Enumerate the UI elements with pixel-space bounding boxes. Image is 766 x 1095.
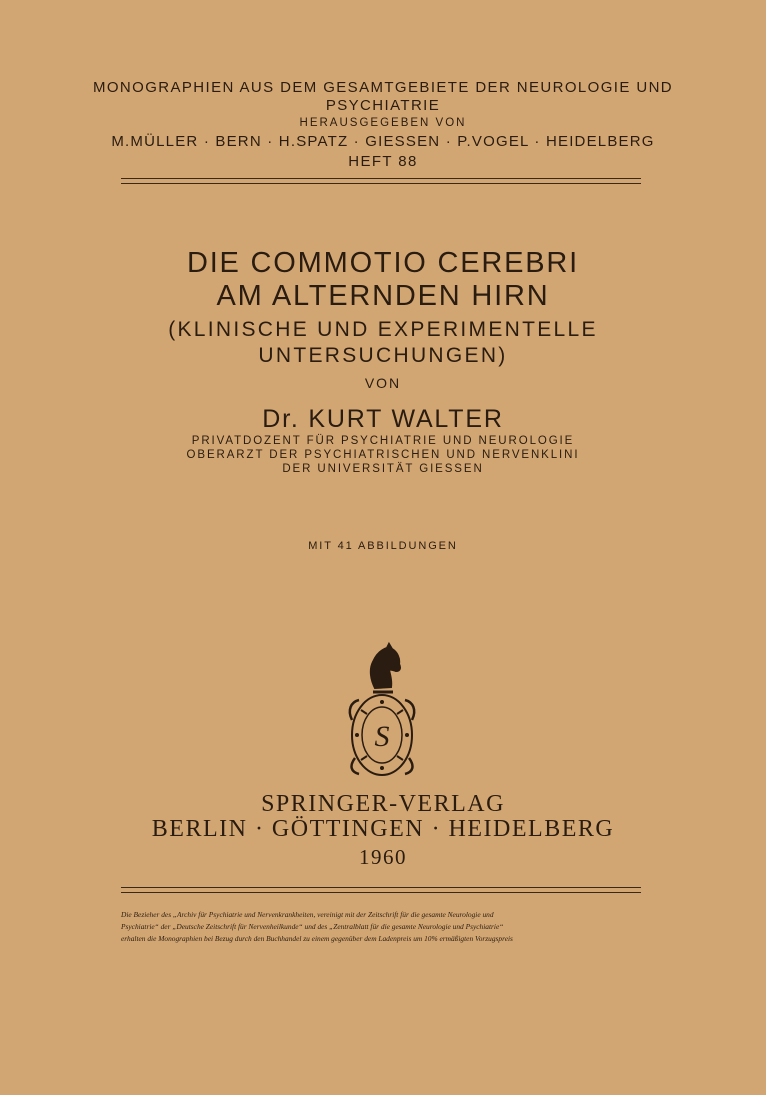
footnote-line2: Psychiatrie“ der „Deutsche Zeitschrift für Nervenheilkunde“ und des „Zentralblatt für die gesamte Neurologie und Psychiatrie“ [121, 922, 504, 931]
header-rule-top [121, 178, 641, 179]
series-title-line2: PSYCHIATRIE [325, 97, 441, 114]
author-affiliation-line3: DER UNIVERSITÄT GIESSEN [282, 463, 484, 475]
by-label: VON [364, 375, 402, 391]
edited-by-label: HERAUSGEGEBEN VON [299, 117, 467, 129]
footnote-line3: erhalten die Monographien bei Bezug durch den Buchhandel zu einem gegenüber dem Ladenpreis um 10% ermäßigten Vorzugspreis [121, 934, 513, 943]
footnote-line1: Die Bezieher des „Archiv für Psychiatrie und Nervenkrankheiten, vereinigt mit der Zeitschrift für die gesamte Neurologie und [121, 910, 494, 919]
footer-rule-bottom [121, 892, 641, 893]
book-subtitle-line1: (KLINISCHE UND EXPERIMENTELLE [168, 318, 598, 341]
header-rule-bottom [121, 183, 641, 184]
author-name: Dr. KURT WALTER [262, 405, 504, 433]
author-affiliation-line1: PRIVATDOZENT FÜR PSYCHIATRIE UND NEUROLOGIE [191, 435, 575, 447]
knight-horse-seal-icon [345, 640, 419, 780]
book-subtitle-line2: UNTERSUCHUNGEN) [258, 344, 508, 367]
book-title-line2: AM ALTERNDEN HIRN [216, 280, 550, 312]
book-title-line1: DIE COMMOTIO CEREBRI [186, 247, 580, 279]
publisher-cities: BERLIN · GÖTTINGEN · HEIDELBERG [151, 816, 615, 842]
svg-text:S: S [374, 720, 390, 753]
series-title-line1: MONOGRAPHIEN AUS DEM GESAMTGEBIETE DER NEUROLOGIE UND [92, 79, 674, 96]
footer-rule-top [121, 887, 641, 888]
author-affiliation-line2: OBERARZT DER PSYCHIATRISCHEN UND NERVENKLINI [186, 449, 580, 461]
issue-number: HEFT 88 [348, 153, 418, 170]
publisher-name: SPRINGER-VERLAG [261, 791, 505, 817]
publication-year: 1960 [359, 845, 407, 869]
editors-line: M.MÜLLER · BERN · H.SPATZ · GIESSEN · P.VOGEL · HEIDELBERG [111, 133, 655, 150]
illustrations-count: MIT 41 ABBILDUNGEN [308, 540, 458, 552]
